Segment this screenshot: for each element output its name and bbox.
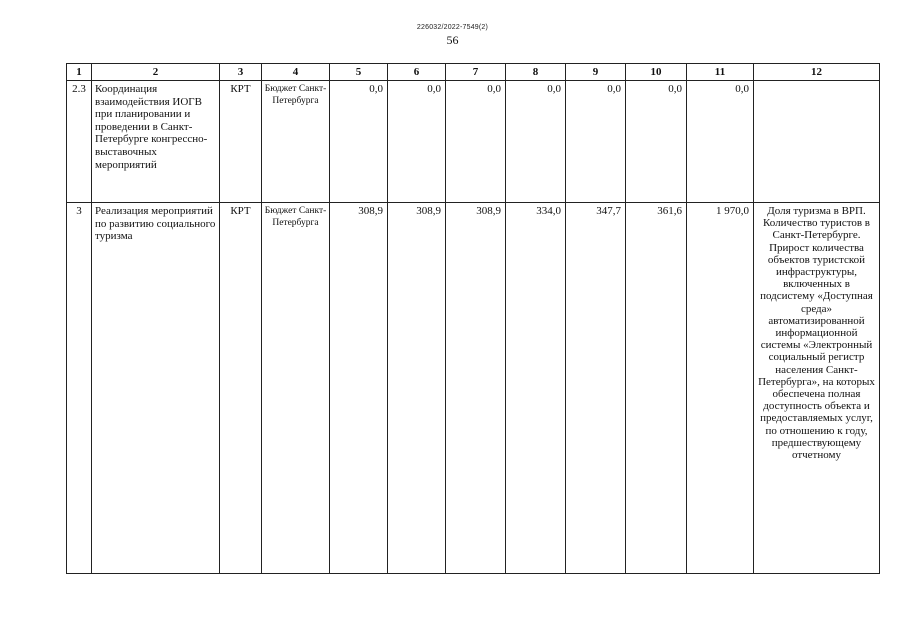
value-cell: 0,0 (626, 81, 687, 203)
value-cell: 361,6 (626, 203, 687, 574)
total-cell: 1 970,0 (687, 203, 754, 574)
col-header: 6 (388, 64, 446, 81)
row-number: 2.3 (67, 81, 92, 203)
indicator-cell (754, 81, 880, 203)
row-number: 3 (67, 203, 92, 574)
col-header: 4 (262, 64, 330, 81)
value-cell: 347,7 (566, 203, 626, 574)
value-cell: 0,0 (566, 81, 626, 203)
value-cell: 308,9 (388, 203, 446, 574)
executor: КРТ (220, 81, 262, 203)
col-header: 9 (566, 64, 626, 81)
col-header: 10 (626, 64, 687, 81)
value-cell: 0,0 (446, 81, 506, 203)
value-cell: 0,0 (330, 81, 388, 203)
col-header: 5 (330, 64, 388, 81)
value-cell: 334,0 (506, 203, 566, 574)
funding-source: Бюджет Санкт-Петербурга (262, 81, 330, 203)
value-cell: 308,9 (330, 203, 388, 574)
funding-source: Бюджет Санкт-Петербурга (262, 203, 330, 574)
value-cell: 0,0 (506, 81, 566, 203)
total-cell: 0,0 (687, 81, 754, 203)
indicator-cell: Доля туризма в ВРП. Количество туристов в Санкт-Петербурге. Прирост количества объектов туристской инфраструктуры, включенных в подсистему «Доступная среда» автоматизированной информационной системы «Электронный социальный регистр населения Санкт-Петербурга», на которых обеспечена полная доступность объекта и предоставляемых услуг, по отношению к году, предшествующему отчетному (754, 203, 880, 574)
col-header: 2 (92, 64, 220, 81)
col-header: 8 (506, 64, 566, 81)
value-cell: 0,0 (388, 81, 446, 203)
table-row (67, 203, 880, 574)
header-row (67, 64, 880, 81)
value-cell: 308,9 (446, 203, 506, 574)
col-header: 7 (446, 64, 506, 81)
activity-name: Координация взаимодействия ИОГВ при планировании и проведении в Санкт-Петербурге конгрессно-выставочных мероприятий (92, 81, 220, 203)
table-row (67, 81, 880, 203)
col-header: 12 (754, 64, 880, 81)
col-header: 3 (220, 64, 262, 81)
program-table (66, 63, 880, 574)
executor: КРТ (220, 203, 262, 574)
page-number: 56 (446, 33, 459, 47)
activity-name: Реализация мероприятий по развитию социального туризма (92, 203, 220, 574)
document-id: 226032/2022-7549(2) (416, 24, 489, 31)
col-header: 1 (67, 64, 92, 81)
col-header: 11 (687, 64, 754, 81)
